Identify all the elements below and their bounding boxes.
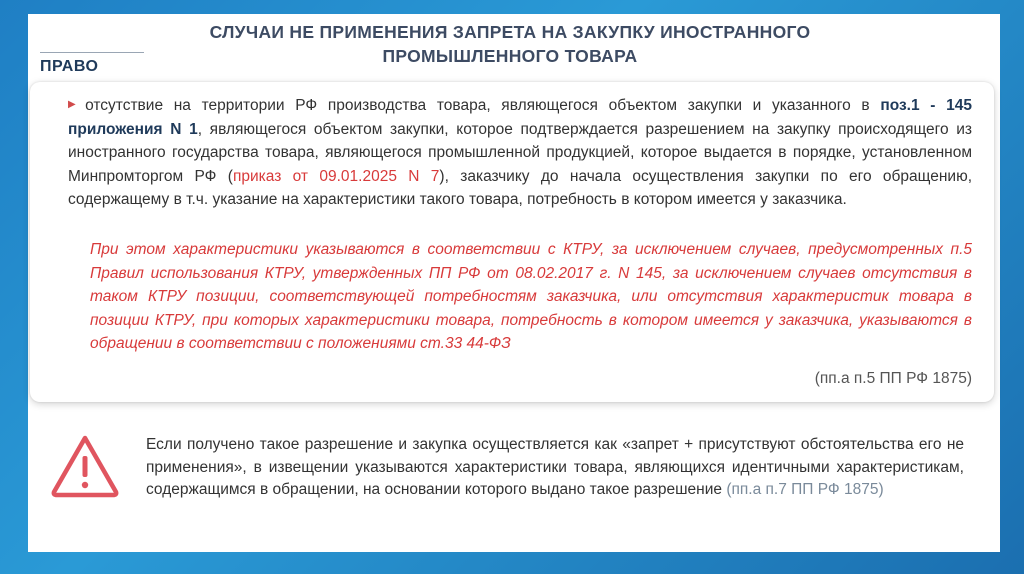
content-card [30, 82, 994, 402]
bullet-text-1: отсутствие на территории РФ производства товара, являющегося объектом закупки и указанного в [85, 97, 881, 114]
bullet-paragraph [68, 93, 972, 212]
warning-main-text: Если получено такое разрешение и закупка осуществляется как «запрет + присутствуют обстоятельства его не применения», в извещении указываются характеристики товара, являющихся идентичными характеристикам, содержащимся в обращении, на основании которого выдано такое разрешение [146, 436, 964, 498]
section-label: ПРАВО [40, 58, 99, 75]
card-reference: (пп.а п.5 ПП РФ 1875) [814, 370, 972, 387]
header-divider [40, 52, 144, 53]
title-line-2: ПРОМЫШЛЕННОГО ТОВАРА [382, 46, 638, 66]
warning-triangle-icon [50, 434, 120, 498]
bullet-text-3: ), заказчику до начала осуществления закупки по его обращению, содержащему в т.ч. указание на характеристики такого товара, потребность в котором имеется у заказчика. [68, 167, 972, 208]
bullet-text-2: , являющегося объектом закупки, которое подтверждается разрешением на закупку происходящего из иностранного государства товара, являющегося промышленной продукцией, которое выдается в порядке, установленном Минпромторгом РФ ( [68, 120, 973, 185]
warning-text [146, 434, 964, 502]
italic-note: При этом характеристики указываются в соответствии с КТРУ, за исключением случаев, предусмотренных п.5 Правил использования КТРУ, утвержденных ПП РФ от 08.02.2017 г. N 145, за исключением случаев отсутствия в таком КТРУ позиции, соответствующей потребностям заказчика, или отсутствия характеристик товара в позиции КТРУ, при которых характеристики товара, потребность в котором имеется у заказчика, указываются в обращении в соответствии с положениями ст.33 44-ФЗ [90, 241, 972, 352]
bullet-bold-ref: поз.1 - 145 приложения N 1 [68, 97, 972, 138]
page-title [170, 20, 850, 68]
title-line-1: СЛУЧАИ НЕ ПРИМЕНЕНИЯ ЗАПРЕТА НА ЗАКУПКУ ИНОСТРАННОГО [209, 22, 811, 42]
warning-reference: (пп.а п.7 ПП РФ 1875) [726, 481, 884, 498]
bullet-red-ref: приказ от 09.01.2025 N 7 [232, 167, 440, 185]
bullet-icon: ▶ [68, 99, 83, 110]
